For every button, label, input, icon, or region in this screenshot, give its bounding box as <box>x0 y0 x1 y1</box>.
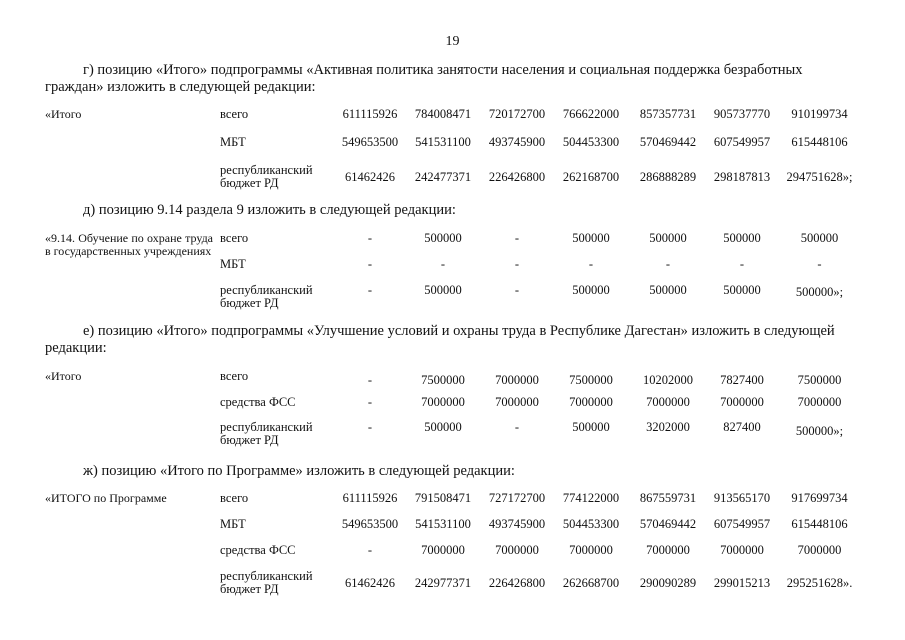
table-cell: 500000»; <box>795 424 844 438</box>
table-cell: 549653500 <box>341 135 399 149</box>
table-cell: 500000 <box>649 231 687 245</box>
row-source: республиканский бюджет РД <box>220 420 313 447</box>
table-cell: 7000000 <box>495 543 539 557</box>
table-cell: 242477371 <box>414 170 472 184</box>
table-cell: 7000000 <box>720 543 764 557</box>
row-source: республиканский бюджет РД <box>220 569 313 596</box>
table-cell: 905737770 <box>713 107 771 121</box>
table-cell: 61462426 <box>345 576 395 590</box>
section-e-heading <box>45 323 845 357</box>
table-cell: - <box>665 257 671 271</box>
table-cell: 7000000 <box>421 543 465 557</box>
table-cell: - <box>514 283 520 297</box>
table-cell: 720172700 <box>488 107 546 121</box>
table-cell: 784008471 <box>414 107 472 121</box>
table-cell: 7000000 <box>569 543 613 557</box>
table-cell: - <box>588 257 594 271</box>
table-cell: 913565170 <box>713 491 771 505</box>
row-source: всего <box>220 231 249 245</box>
table-cell: 295251628». <box>786 576 853 590</box>
row-source: всего <box>220 107 249 121</box>
table-cell: 298187813 <box>713 170 771 184</box>
table-cell: 294751628»; <box>786 170 853 184</box>
table-cell: 500000 <box>424 420 462 434</box>
table-cell: 500000 <box>723 283 761 297</box>
table-cell: 766622000 <box>562 107 620 121</box>
table-cell: - <box>367 420 373 434</box>
table-cell: 500000»; <box>795 285 844 299</box>
table-cell: 7000000 <box>421 395 465 409</box>
table-cell: 226426800 <box>488 576 546 590</box>
table-cell: 504453300 <box>562 135 620 149</box>
page-number: 19 <box>445 34 460 49</box>
table-cell: 493745900 <box>488 517 546 531</box>
table-cell: 541531100 <box>415 135 471 149</box>
table-cell: 827400 <box>723 420 761 434</box>
table-row <box>45 284 865 318</box>
section-e-label: «Итого <box>45 369 82 383</box>
table-cell: - <box>817 257 822 271</box>
table-cell: 7000000 <box>646 543 690 557</box>
table-cell: - <box>514 257 520 271</box>
table-cell: 7000000 <box>646 395 690 409</box>
section-g-label: «Итого <box>45 107 82 121</box>
row-source: республиканский бюджет РД <box>220 163 313 190</box>
table-cell: 500000 <box>572 231 610 245</box>
section-d-label: «9.14. Обучение по охране труда в государственных учреждениях <box>45 231 213 258</box>
section-d-heading-text: д) позицию 9.14 раздела 9 изложить в следующей редакции: <box>83 202 456 218</box>
table-cell: 867559731 <box>639 491 697 505</box>
table-cell: 262168700 <box>562 170 620 184</box>
table-cell: 500000 <box>424 231 462 245</box>
section-zh-label: «ИТОГО по Программе <box>45 491 167 505</box>
table-cell: 7500000 <box>421 373 465 387</box>
section-g-heading <box>45 62 845 96</box>
table-cell: - <box>367 395 373 409</box>
table-cell: 500000 <box>649 283 687 297</box>
table-cell: - <box>440 257 446 271</box>
table-cell: 7000000 <box>569 395 613 409</box>
table-cell: 226426800 <box>488 170 546 184</box>
row-source: средства ФСС <box>220 543 296 557</box>
table-cell: 910199734 <box>791 107 848 121</box>
row-source: средства ФСС <box>220 395 296 409</box>
table-cell: 7000000 <box>797 395 842 409</box>
table-cell: 774122000 <box>562 491 620 505</box>
table-row <box>45 421 865 455</box>
table-cell: 607549957 <box>713 135 771 149</box>
table-cell: 541531100 <box>415 517 471 531</box>
section-zh-heading <box>45 463 845 480</box>
row-source: всего <box>220 491 249 505</box>
section-e-heading-text: е) позицию «Итого» подпрограммы «Улучшение условий и охраны труда в Республике Дагестан» изложить в следующей редакции: <box>45 323 835 356</box>
table-cell: 500000 <box>723 231 761 245</box>
table-cell: - <box>367 373 373 387</box>
table-cell: - <box>367 257 373 271</box>
row-source: республиканский бюджет РД <box>220 283 313 310</box>
table-cell: 500000 <box>800 231 839 245</box>
table-cell: 290090289 <box>639 576 697 590</box>
section-d-heading <box>45 202 845 219</box>
table-cell: 500000 <box>572 283 610 297</box>
table-cell: 570469442 <box>639 135 697 149</box>
table-cell: - <box>367 283 373 297</box>
table-cell: - <box>514 231 520 245</box>
row-source: МБТ <box>220 257 246 271</box>
table-cell: 857357731 <box>639 107 697 121</box>
table-cell: 500000 <box>424 283 462 297</box>
section-zh-heading-text: ж) позицию «Итого по Программе» изложить в следующей редакции: <box>83 463 515 479</box>
table-cell: 3202000 <box>646 420 690 434</box>
table-cell: 549653500 <box>341 517 399 531</box>
table-cell: 615448106 <box>791 517 848 531</box>
table-row <box>45 570 865 604</box>
table-cell: 262668700 <box>562 576 620 590</box>
table-cell: 7500000 <box>569 373 613 387</box>
table-cell: 493745900 <box>488 135 546 149</box>
table-cell: 7500000 <box>797 373 842 387</box>
table-cell: 7000000 <box>720 395 764 409</box>
table-cell: 570469442 <box>639 517 697 531</box>
table-cell: - <box>739 257 745 271</box>
table-cell: - <box>367 231 373 245</box>
table-cell: 61462426 <box>345 170 395 184</box>
table-cell: 7827400 <box>720 373 764 387</box>
table-cell: 7000000 <box>495 395 539 409</box>
table-cell: 500000 <box>572 420 610 434</box>
section-g-heading-text: г) позицию «Итого» подпрограммы «Активная политика занятости населения и социальная поддержка безработных граждан» изложить в следующей редакции: <box>45 62 803 95</box>
table-cell: 791508471 <box>414 491 472 505</box>
table-cell: - <box>514 420 520 434</box>
table-cell: 7000000 <box>495 373 539 387</box>
table-cell: 10202000 <box>643 373 693 387</box>
table-cell: 607549957 <box>713 517 771 531</box>
row-source: МБТ <box>220 135 246 149</box>
table-cell: 917699734 <box>791 491 848 505</box>
table-cell: 611115926 <box>342 491 398 505</box>
table-cell: 727172700 <box>488 491 546 505</box>
table-row <box>45 164 865 198</box>
row-source: МБТ <box>220 517 246 531</box>
table-cell: 615448106 <box>791 135 848 149</box>
table-cell: 504453300 <box>562 517 620 531</box>
table-cell: - <box>367 543 373 557</box>
table-cell: 286888289 <box>639 170 697 184</box>
table-cell: 299015213 <box>713 576 771 590</box>
table-cell: 611115926 <box>342 107 398 121</box>
table-cell: 7000000 <box>797 543 842 557</box>
table-cell: 242977371 <box>414 576 472 590</box>
row-source: всего <box>220 369 249 383</box>
